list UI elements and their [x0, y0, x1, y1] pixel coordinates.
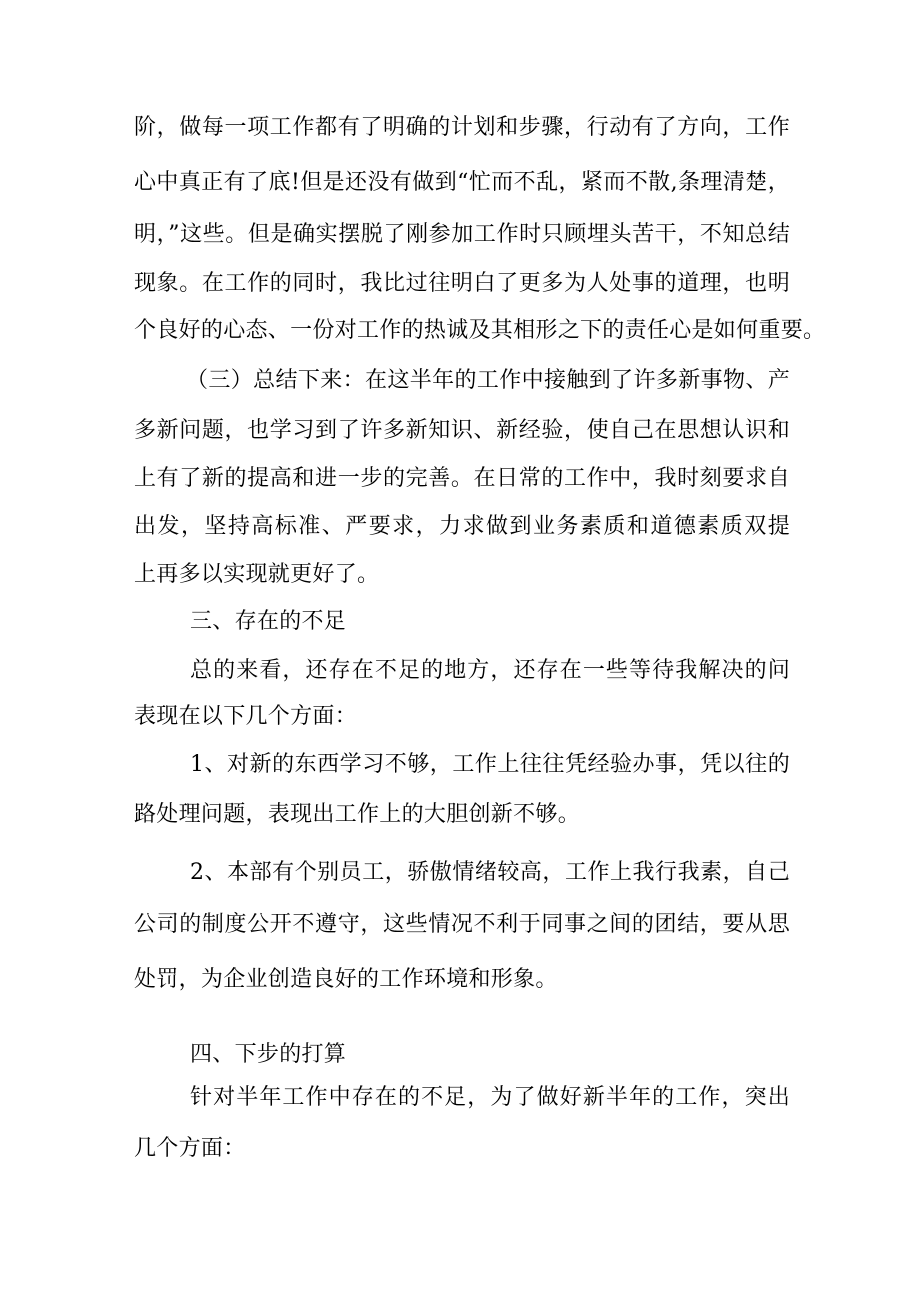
list-item-1: 1、对新的东西学习不够，工作上往往凭经验办事，凭以往的 [190, 752, 790, 777]
body-text-line: 处罚，为企业创造良好的工作环境和形象。 [134, 967, 558, 992]
section-heading-next-steps: 四、下步的打算 [190, 1042, 347, 1067]
body-text-line: 现象。在工作的同时，我比过往明白了更多为人处事的道理，也明 [134, 271, 790, 296]
body-text-line: 明，”这些。但是确实摆脱了刚参加工作时只顾埋头苦干，不知总结 [134, 222, 790, 247]
body-text-line: 上再多以实现就更好了。 [134, 562, 380, 587]
body-text-line: 表现在以下几个方面： [134, 704, 358, 729]
subsection-heading-summary: （三）总结下来：在这半年的工作中接触到了许多新事物、产 [186, 368, 790, 393]
body-text-line: 几个方面： [134, 1136, 246, 1161]
section-heading-shortcomings: 三、存在的不足 [190, 609, 347, 634]
body-text-line: 个良好的心态、一份对工作的热诚及其相形之下的责任心是如何重要。 [134, 318, 826, 343]
body-text-line: 出发，坚持高标准、严要求，力求做到业务素质和道德素质双提 [134, 514, 790, 539]
body-text-line: 上有了新的提高和进一步的完善。在日常的工作中，我时刻要求自 [134, 466, 790, 491]
body-text-line: 路处理问题，表现出工作上的大胆创新不够。 [134, 802, 581, 827]
body-text-line: 多新问题，也学习到了许多新知识、新经验，使自己在思想认识和 [134, 418, 790, 443]
body-text-line: 总的来看，还存在不足的地方，还存在一些等待我解决的问 [190, 658, 790, 683]
body-text-line: 公司的制度公开不遵守，这些情况不利于同事之间的团结，要从思 [134, 912, 790, 937]
list-item-2: 2、本部有个别员工，骄傲情绪较高，工作上我行我素，自己 [190, 860, 790, 885]
body-text-line: 阶，做每一项工作都有了明确的计划和步骤，行动有了方向，工作 [134, 115, 790, 140]
body-text-line: 针对半年工作中存在的不足，为了做好新半年的工作，突出 [190, 1085, 790, 1110]
body-text-line: 心中真正有了底!但是还没有做到“忙而不乱，紧而不散,条理清楚， [134, 170, 790, 195]
